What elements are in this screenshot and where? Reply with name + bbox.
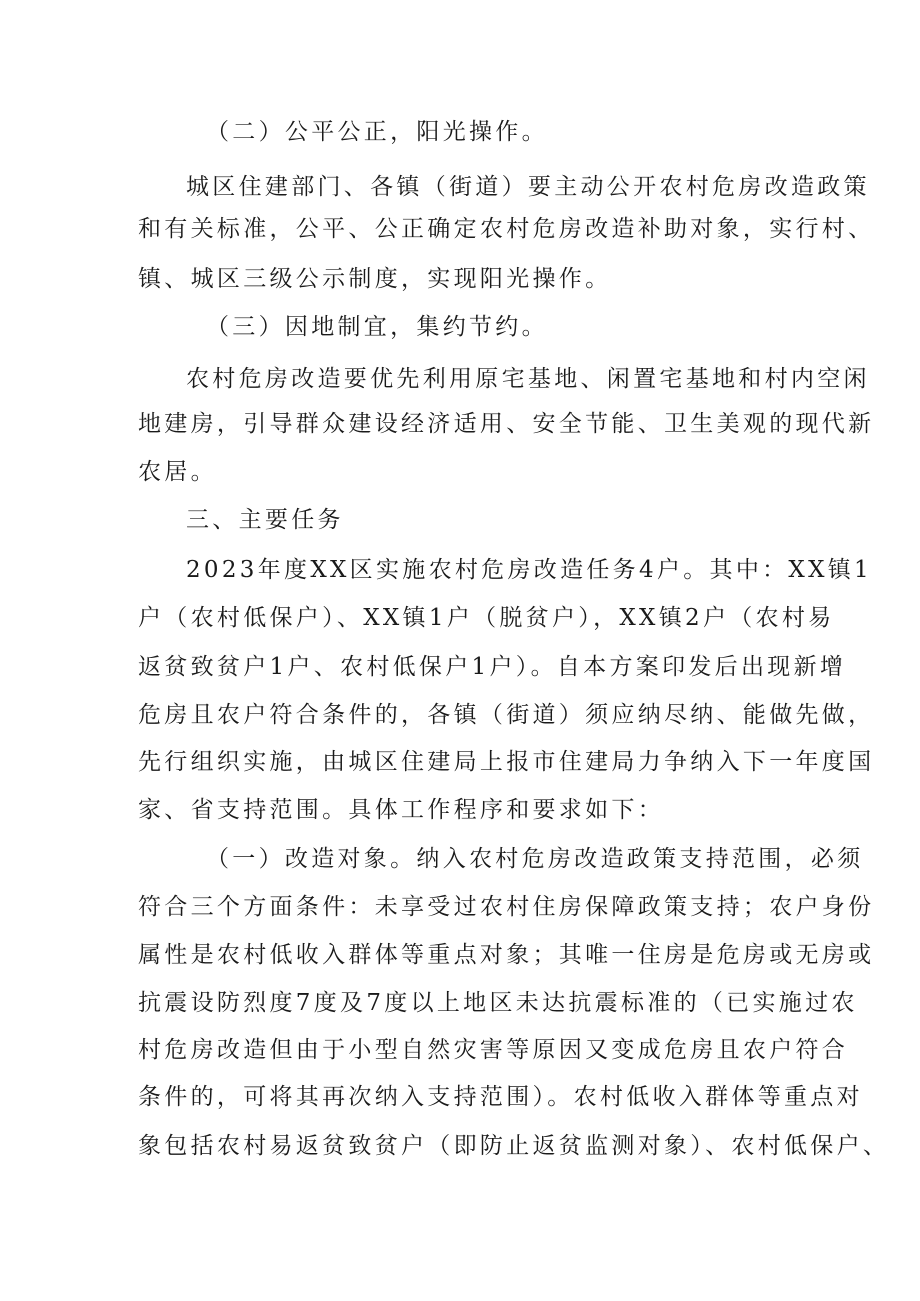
paragraph-line: 家、省支持范围。具体工作程序和要求如下： [138, 797, 664, 823]
paragraph-line: 属性是农村低收入群体等重点对象；其唯一住房是危房或无房或 [138, 942, 875, 968]
paragraph-line: 2023年度XX区实施农村危房改造任务4户。其中：XX镇1 [186, 557, 872, 583]
section-heading-main-tasks: 三、主要任务 [186, 507, 344, 533]
paragraph-line: 符合三个方面条件：未享受过农村住房保障政策支持；农户身份 [138, 894, 875, 920]
paragraph-line: 农居。 [138, 459, 217, 485]
paragraph-line: 抗震设防烈度7度及7度以上地区未达抗震标准的（已实施过农 [138, 990, 858, 1016]
paragraph-line: 先行组织实施，由城区住建局上报市住建局力争纳入下一年度国 [138, 749, 875, 775]
paragraph-line: 返贫致贫户1户、农村低保户1户）。自本方案印发后出现新增 [138, 654, 847, 680]
paragraph-line: 危房且农户符合条件的，各镇（街道）须应纳尽纳、能做先做， [138, 702, 875, 728]
paragraph-line: 象包括农村易返贫致贫户（即防止返贫监测对象）、农村低保户、 [138, 1133, 890, 1159]
section-heading-local-conditions: （三）因地制宜，集约节约。 [206, 314, 548, 340]
paragraph-line: 城区住建部门、各镇（街道）要主动公开农村危房改造政策 [186, 174, 870, 200]
paragraph-line: 地建房，引导群众建设经济适用、安全节能、卫生美观的现代新 [138, 411, 875, 437]
section-heading-fairness: （二）公平公正，阳光操作。 [206, 119, 548, 145]
paragraph-line: 和有关标准，公平、公正确定农村危房改造补助对象，实行村、 [138, 216, 875, 242]
paragraph-line: 镇、城区三级公示制度，实现阳光操作。 [138, 266, 612, 292]
paragraph-line: 户（农村低保户）、XX镇1户（脱贫户），XX镇2户（农村易 [138, 605, 835, 631]
paragraph-line: 村危房改造但由于小型自然灾害等原因又变成危房且农户符合 [138, 1037, 849, 1063]
paragraph-line: 条件的，可将其再次纳入支持范围）。农村低收入群体等重点对 [138, 1084, 863, 1110]
paragraph-line: 农村危房改造要优先利用原宅基地、闲置宅基地和村内空闲 [186, 366, 870, 392]
subsection-heading-targets: （一）改造对象。纳入农村危房改造政策支持范围，必须 [206, 846, 864, 872]
